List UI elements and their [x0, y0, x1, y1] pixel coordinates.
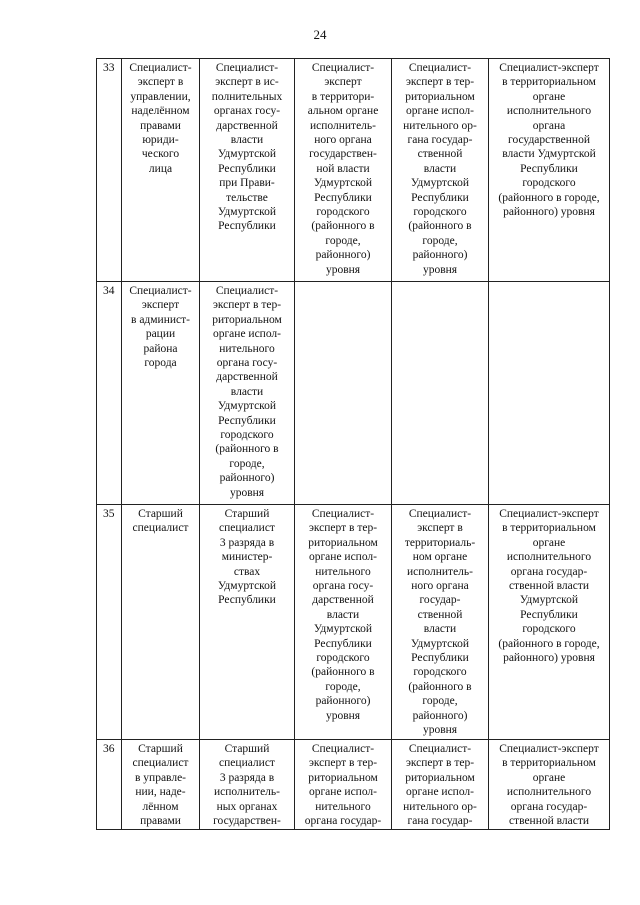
table-cell — [489, 282, 610, 505]
table-cell: Специалист- эксперт в тер- риториальном органе испол- нительного органа государ- — [295, 740, 392, 830]
table-cell: Специалист-эксперт в территориальном органе исполнительного органа государ- ственной власти Удмуртской Республики городского (районного в городе, районного) уровня — [489, 505, 610, 740]
row-number: 35 — [97, 505, 122, 740]
row-number: 33 — [97, 59, 122, 282]
table-row — [97, 59, 610, 282]
row-number: 36 — [97, 740, 122, 830]
table-cell — [392, 282, 489, 505]
table-cell: Специалист- эксперт в ис- полнительных органах госу- дарственной власти Удмуртской Республики при Прави- тельстве Удмуртской Республики — [200, 59, 295, 282]
table-cell: Специалист-эксперт в территориальном органе исполнительного органа государ- ственной власти — [489, 740, 610, 830]
table-cell: Специалист- эксперт в тер- риториальном органе испол- нительного органа госу- дарственной власти Удмуртской Республики городского (районного в городе, районного) уровня — [295, 505, 392, 740]
table-cell: Специалист- эксперт в территориаль- ном органе исполнитель- ного органа государ- ственной власти Удмуртской Республики городского (районного в городе, районного) уровня — [392, 505, 489, 740]
positions-table — [96, 58, 610, 830]
table-cell: Старший специалист — [122, 505, 200, 740]
table-row — [97, 740, 610, 830]
table-cell: Старший специалист 3 разряда в министер- ствах Удмуртской Республики — [200, 505, 295, 740]
table-cell: Специалист- эксперт в тер- риториальном органе испол- нительного ор- гана государ- — [392, 740, 489, 830]
table-cell: Старший специалист 3 разряда в исполнитель- ных органах государствен- — [200, 740, 295, 830]
table-cell: Специалист- эксперт в админист- рации района города — [122, 282, 200, 505]
table-cell: Старший специалист в управле- нии, наде- лённом правами — [122, 740, 200, 830]
row-number: 34 — [97, 282, 122, 505]
table-cell: Специалист- эксперт в территори- альном органе исполнитель- ного органа государствен- ной власти Удмуртской Республики городского (районного в городе, районного) уровня — [295, 59, 392, 282]
table-cell: Специалист- эксперт в тер- риториальном органе испол- нительного ор- гана государ- ственной власти Удмуртской Республики городского (районного в городе, районного) уровня — [392, 59, 489, 282]
page-number: 24 — [313, 27, 327, 42]
table-row — [97, 505, 610, 740]
table-row — [97, 282, 610, 505]
table-cell: Специалист- эксперт в управлении, наделённом правами юриди- ческого лица — [122, 59, 200, 282]
table-cell: Специалист- эксперт в тер- риториальном органе испол- нительного органа госу- дарственной власти Удмуртской Республики городского (районного в городе, районного) уровня — [200, 282, 295, 505]
table-cell — [295, 282, 392, 505]
table-cell: Специалист-эксперт в территориальном органе исполнительного органа государственной власти Удмуртской Республики городского (районного в городе, районного) уровня — [489, 59, 610, 282]
